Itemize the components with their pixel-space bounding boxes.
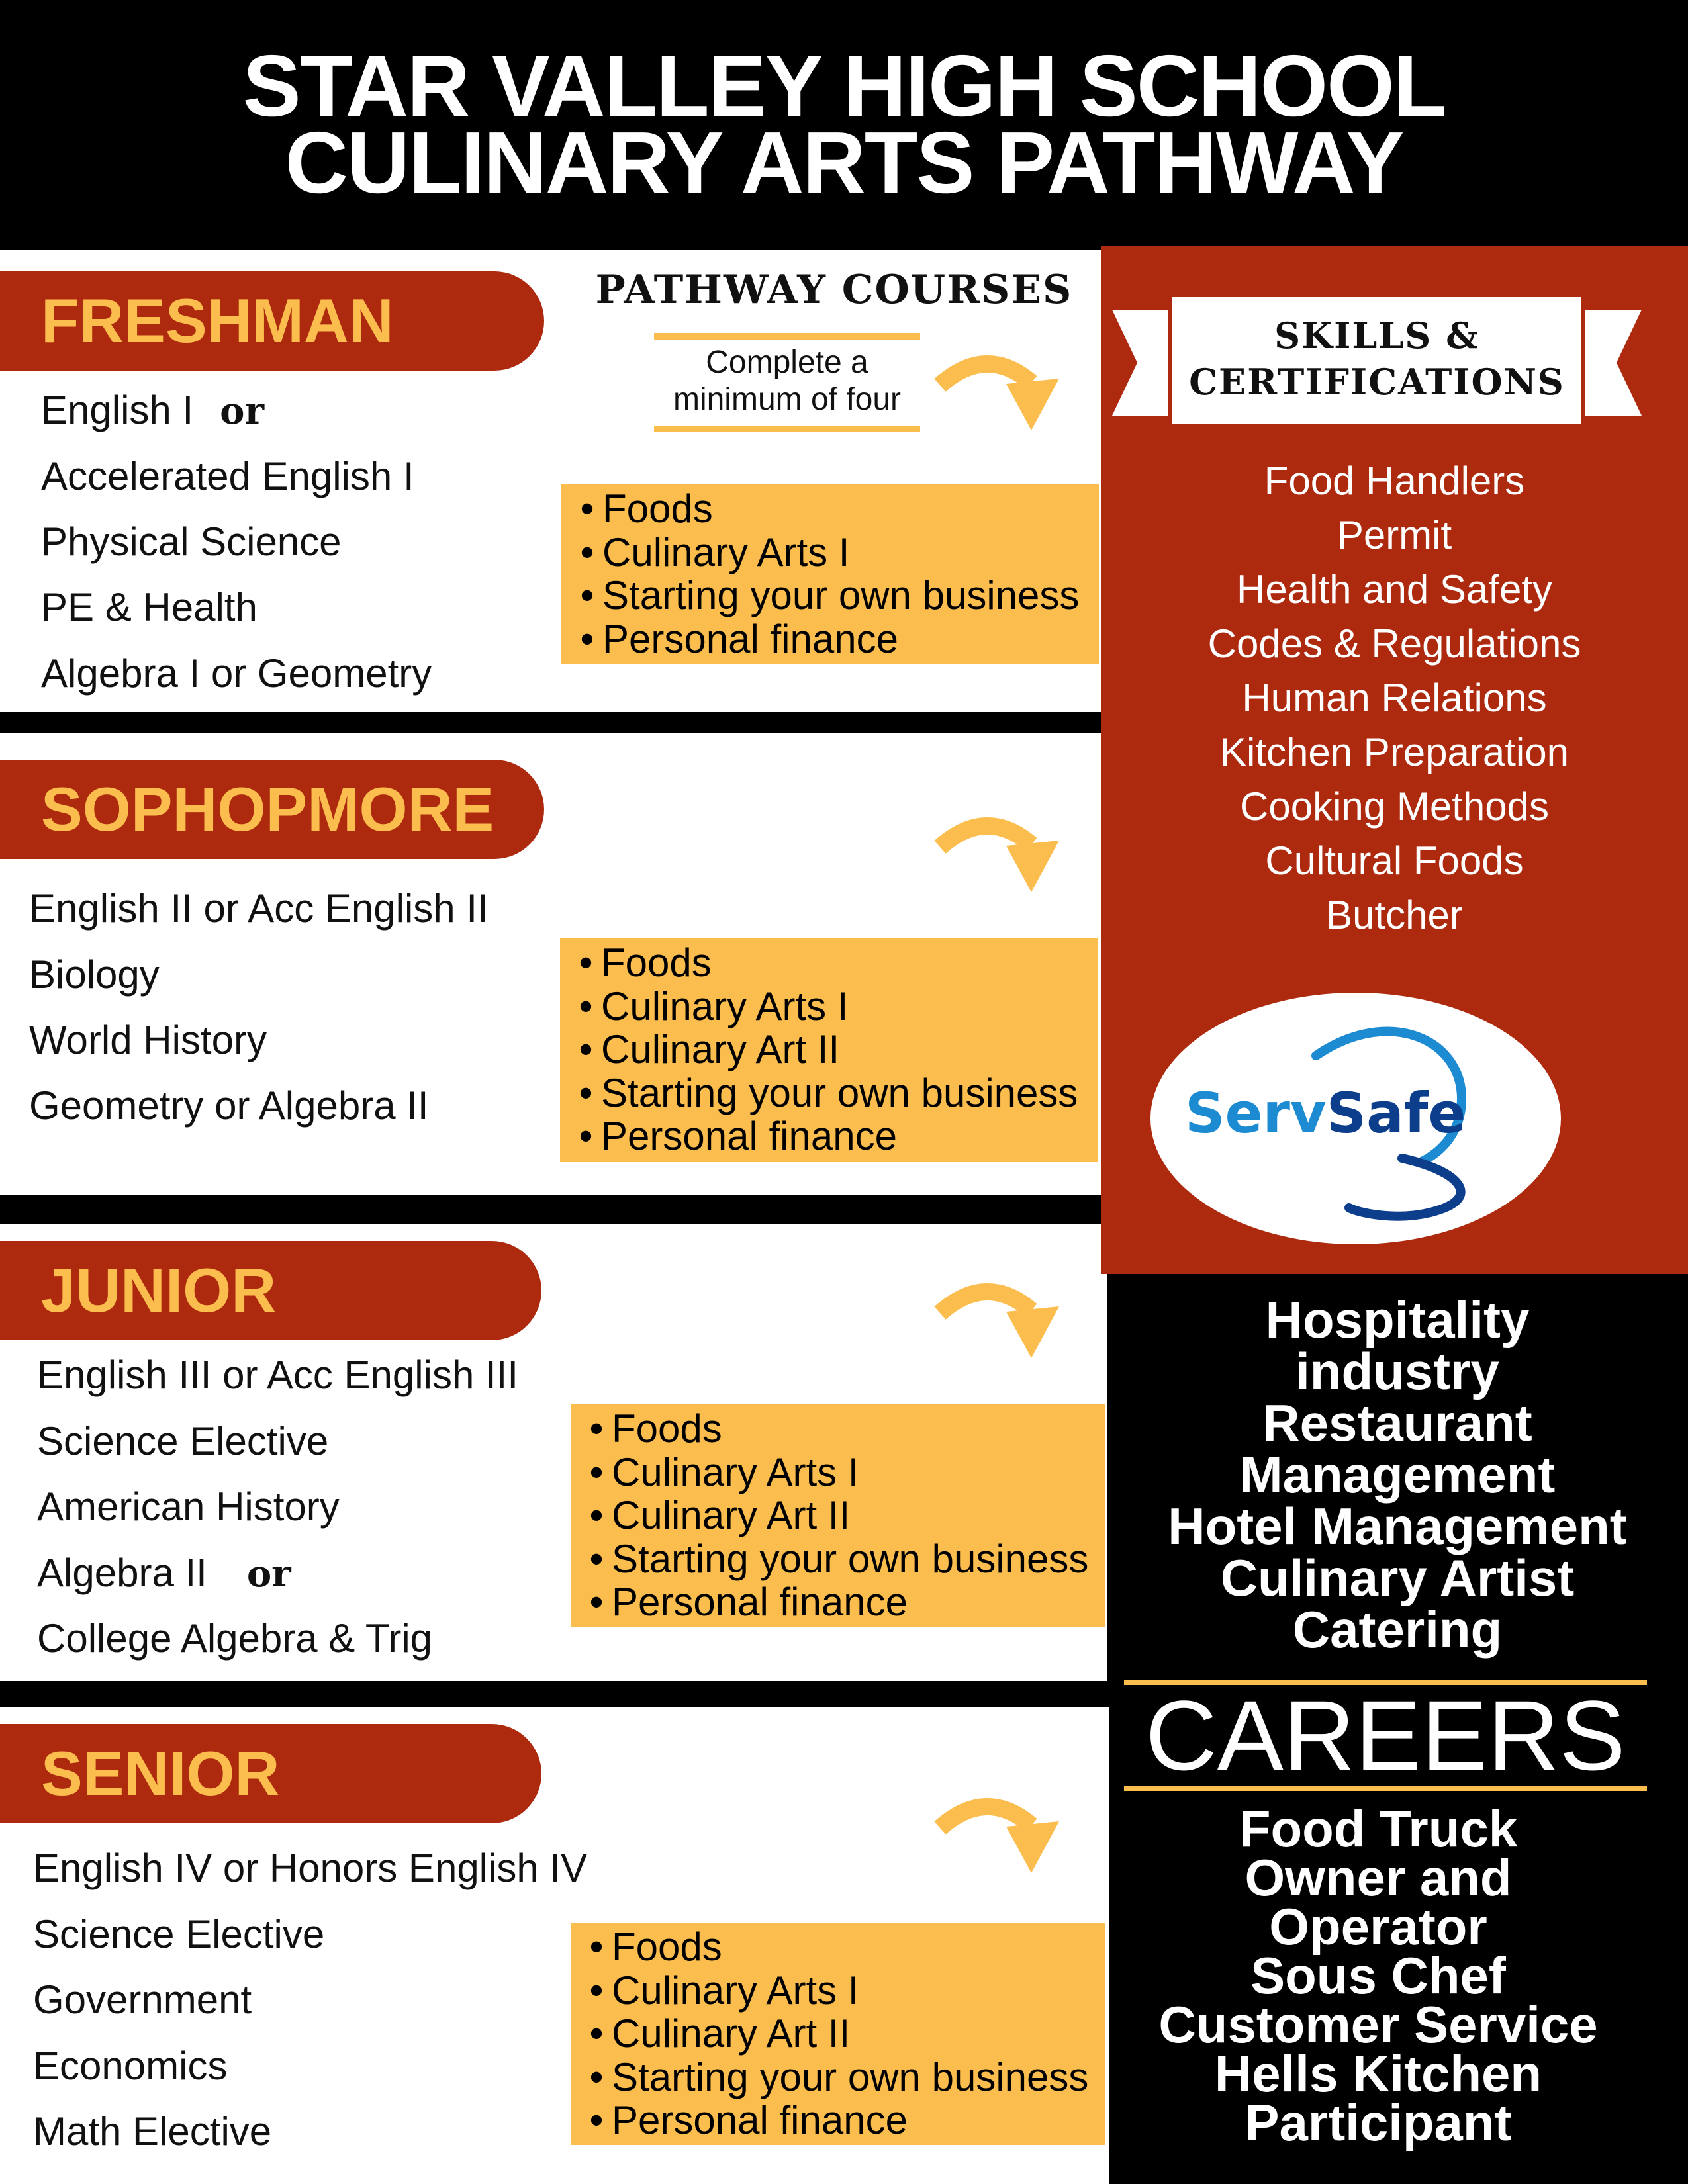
- course-item: Economics: [33, 2044, 228, 2088]
- title-line-2: CULINARY ARTS PATHWAY: [285, 114, 1403, 211]
- pathway-item: • Culinary Arts I: [571, 985, 1098, 1028]
- pathway-item: • Starting your own business: [571, 1071, 1098, 1115]
- course-item: Physical Science: [41, 520, 342, 564]
- course-item: Government: [33, 1978, 252, 2022]
- skill-item: Cultural Foods: [1265, 839, 1524, 883]
- pathway-item: • Culinary Art II: [581, 1494, 1105, 1537]
- year-label-senior: SENIOR: [0, 1724, 541, 1823]
- career-item: Hells Kitchen: [1214, 2044, 1542, 2103]
- pathway-item: • Starting your own business: [581, 2056, 1105, 2099]
- pathway-item: • Foods: [572, 487, 1099, 531]
- career-item: Catering: [1292, 1600, 1503, 1659]
- pathway-item: • Personal finance: [581, 1580, 1105, 1624]
- career-item: Hospitality: [1265, 1291, 1530, 1349]
- note-bottom-rule: [654, 426, 920, 432]
- skill-item: Kitchen Preparation: [1220, 730, 1569, 774]
- pathway-note-line-2: minimum of four: [673, 382, 902, 417]
- arrow-icon: [933, 1265, 1066, 1365]
- course-item: Accelerated English I: [41, 454, 414, 498]
- course-item: English III or Acc English III: [37, 1353, 519, 1397]
- pathway-item: • Personal finance: [571, 1115, 1098, 1158]
- career-item: industry: [1295, 1342, 1499, 1400]
- skill-item: Food Handlers: [1264, 459, 1525, 503]
- arrow-icon: [933, 799, 1066, 899]
- year-label-junior: JUNIOR: [0, 1241, 541, 1340]
- career-item: Operator: [1269, 1897, 1487, 1956]
- skill-item: Cooking Methods: [1240, 784, 1549, 829]
- pathway-item: • Culinary Arts I: [581, 1451, 1105, 1494]
- title-line-1: STAR VALLEY HIGH SCHOOL: [242, 37, 1446, 134]
- career-item: Sous Chef: [1250, 1946, 1506, 2005]
- pathway-box-junior: [571, 1404, 1105, 1627]
- pathway-item: • Culinary Arts I: [572, 531, 1099, 574]
- pathway-item: • Culinary Arts I: [581, 1969, 1105, 2013]
- pathway-note-line-1: Complete a: [706, 345, 868, 380]
- skill-item: Health and Safety: [1237, 567, 1552, 612]
- skill-item: Butcher: [1326, 893, 1463, 937]
- pathway-box-senior: [571, 1923, 1105, 2145]
- skills-heading-line-2: CERTIFICATIONS: [1189, 361, 1565, 403]
- career-item: Hotel Management: [1168, 1497, 1627, 1555]
- pathway-item: • Culinary Art II: [571, 1028, 1098, 1071]
- course-item: English II or Acc English II: [29, 886, 489, 931]
- pathway-item: • Starting your own business: [581, 1537, 1105, 1581]
- course-item: Algebra I or Geometry: [41, 651, 432, 696]
- or-connector: or: [220, 389, 264, 433]
- career-item: Culinary Artist: [1220, 1549, 1575, 1607]
- arrow-icon: [933, 1780, 1066, 1880]
- careers-heading: CAREERS: [1145, 1680, 1626, 1791]
- year-label-sophomore: SOPHOPMORE: [0, 760, 544, 859]
- course-item: Algebra II or: [37, 1551, 291, 1596]
- or-connector: or: [246, 1552, 291, 1596]
- pathway-item: • Personal finance: [581, 2099, 1105, 2142]
- course-item: PE & Health: [41, 585, 258, 629]
- pathway-item: • Foods: [581, 1407, 1105, 1451]
- career-item: Customer Service: [1158, 1995, 1598, 2054]
- pathway-item: • Foods: [571, 941, 1098, 985]
- course-item: Science Elective: [33, 1912, 325, 1956]
- course-item: College Algebra & Trig: [37, 1616, 433, 1661]
- course-item: World History: [29, 1018, 267, 1062]
- pathway-courses-heading: PATHWAY COURSES: [595, 267, 1073, 313]
- pathway-box-freshman: [561, 484, 1099, 664]
- course-item: Biology: [29, 952, 160, 997]
- course-item: American History: [37, 1484, 340, 1529]
- pathway-item: • Personal finance: [572, 617, 1099, 661]
- course-item: Math Elective: [33, 2109, 272, 2154]
- year-label-freshman: FRESHMAN: [0, 271, 544, 371]
- career-item: Participant: [1244, 2093, 1512, 2152]
- arrow-icon: [933, 338, 1066, 437]
- servsafe-wordmark: ServSafe: [1185, 1081, 1466, 1146]
- career-item: Owner and: [1244, 1848, 1512, 1907]
- pathway-item: • Starting your own business: [572, 574, 1099, 617]
- pathway-item: • Culinary Art II: [581, 2012, 1105, 2056]
- skill-item: Permit: [1336, 513, 1452, 557]
- career-item: Restaurant: [1262, 1394, 1532, 1452]
- course-item: English IV or Honors English IV: [33, 1846, 588, 1890]
- career-item: Food Truck: [1239, 1799, 1518, 1858]
- career-item: Management: [1239, 1445, 1556, 1504]
- skills-heading-line-1: SKILLS &: [1274, 314, 1479, 357]
- skill-item: Codes & Regulations: [1207, 621, 1581, 666]
- note-top-rule: [654, 333, 920, 340]
- course-item: Science Elective: [37, 1419, 329, 1463]
- course-item: English I or: [41, 388, 264, 433]
- skill-item: Human Relations: [1242, 676, 1547, 720]
- course-item: Geometry or Algebra II: [29, 1083, 429, 1128]
- pathway-box-sophomore: [560, 938, 1098, 1162]
- pathway-item: • Foods: [581, 1925, 1105, 1969]
